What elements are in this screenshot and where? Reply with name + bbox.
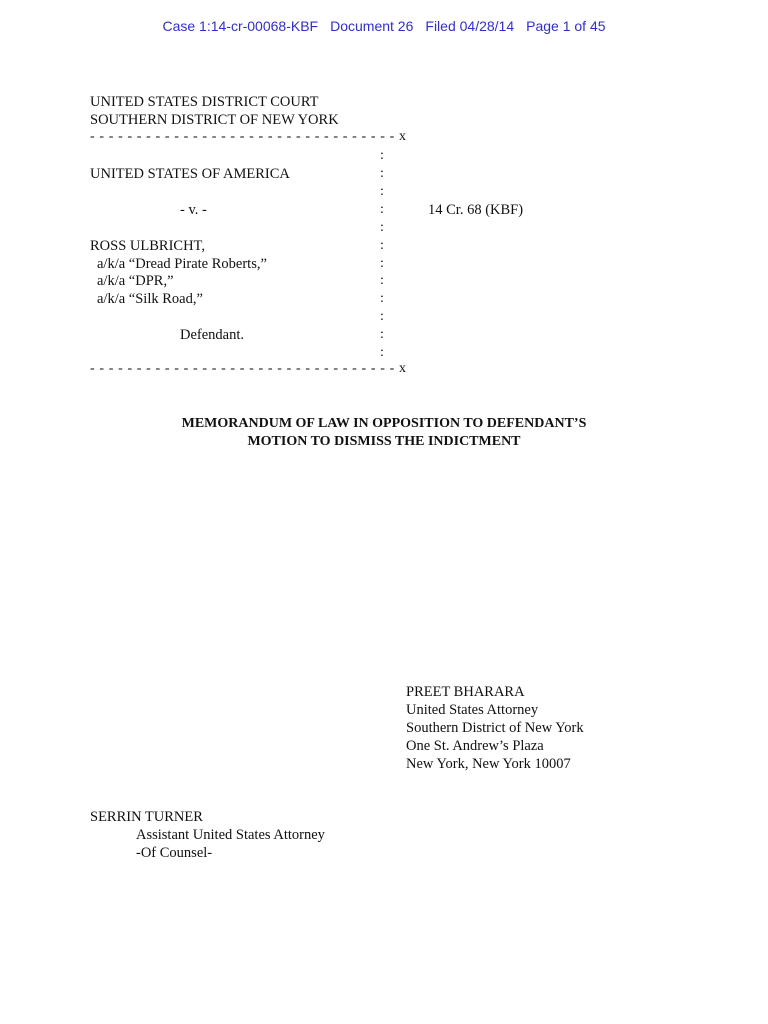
- caption-colon: :: [380, 291, 384, 306]
- caption-colon: :: [380, 166, 384, 181]
- counsel-role: Assistant United States Attorney: [136, 827, 325, 843]
- caption-colon: :: [380, 148, 384, 163]
- counsel-name: SERRIN TURNER: [90, 809, 203, 825]
- plaintiff-name: UNITED STATES OF AMERICA: [90, 166, 290, 182]
- caption-colon: :: [380, 309, 384, 324]
- header-filed: Filed 04/28/14: [425, 18, 515, 34]
- defendant-label: Defendant.: [180, 327, 245, 343]
- caption-colon: :: [380, 184, 384, 199]
- court-name-line2: SOUTHERN DISTRICT OF NEW YORK: [90, 112, 339, 128]
- case-number: 14 Cr. 68 (KBF): [428, 202, 524, 218]
- counsel-label: -Of Counsel-: [136, 845, 213, 861]
- caption-colon: :: [380, 238, 384, 253]
- court-name-line1: UNITED STATES DISTRICT COURT: [90, 94, 319, 110]
- attorney-district: Southern District of New York: [406, 720, 584, 736]
- caption-top-border: - - - - - - - - - - - - - - - - - - - - - - - - - - - - - - - - - x: [90, 129, 407, 144]
- caption-colon: :: [380, 327, 384, 342]
- defendant-alias-2: a/k/a “DPR,”: [97, 273, 174, 289]
- header-document: Document 26: [330, 18, 414, 34]
- defendant-alias-1: a/k/a “Dread Pirate Roberts,”: [97, 256, 267, 272]
- versus: - v. -: [180, 202, 207, 218]
- caption-colon: :: [380, 273, 384, 288]
- defendant-name: ROSS ULBRICHT,: [90, 238, 205, 254]
- caption-colon: :: [380, 220, 384, 235]
- caption-colon: :: [380, 202, 384, 217]
- filing-header: [0, 18, 768, 34]
- caption-colon: :: [380, 345, 384, 360]
- attorney-name: PREET BHARARA: [406, 684, 525, 700]
- document-title-line1: MEMORANDUM OF LAW IN OPPOSITION TO DEFENDANT’S: [181, 416, 587, 431]
- document-title-line2: MOTION TO DISMISS THE INDICTMENT: [247, 434, 521, 449]
- attorney-role: United States Attorney: [406, 702, 539, 718]
- attorney-address-line2: New York, New York 10007: [406, 756, 571, 772]
- caption-colon: :: [380, 256, 384, 271]
- header-case: Case 1:14-cr-00068-KBF: [162, 18, 319, 34]
- attorney-address-line1: One St. Andrew’s Plaza: [406, 738, 544, 754]
- header-page: Page 1 of 45: [526, 18, 606, 34]
- caption-bottom-border: - - - - - - - - - - - - - - - - - - - - - - - - - - - - - - - - - x: [90, 361, 407, 376]
- defendant-alias-3: a/k/a “Silk Road,”: [97, 291, 203, 307]
